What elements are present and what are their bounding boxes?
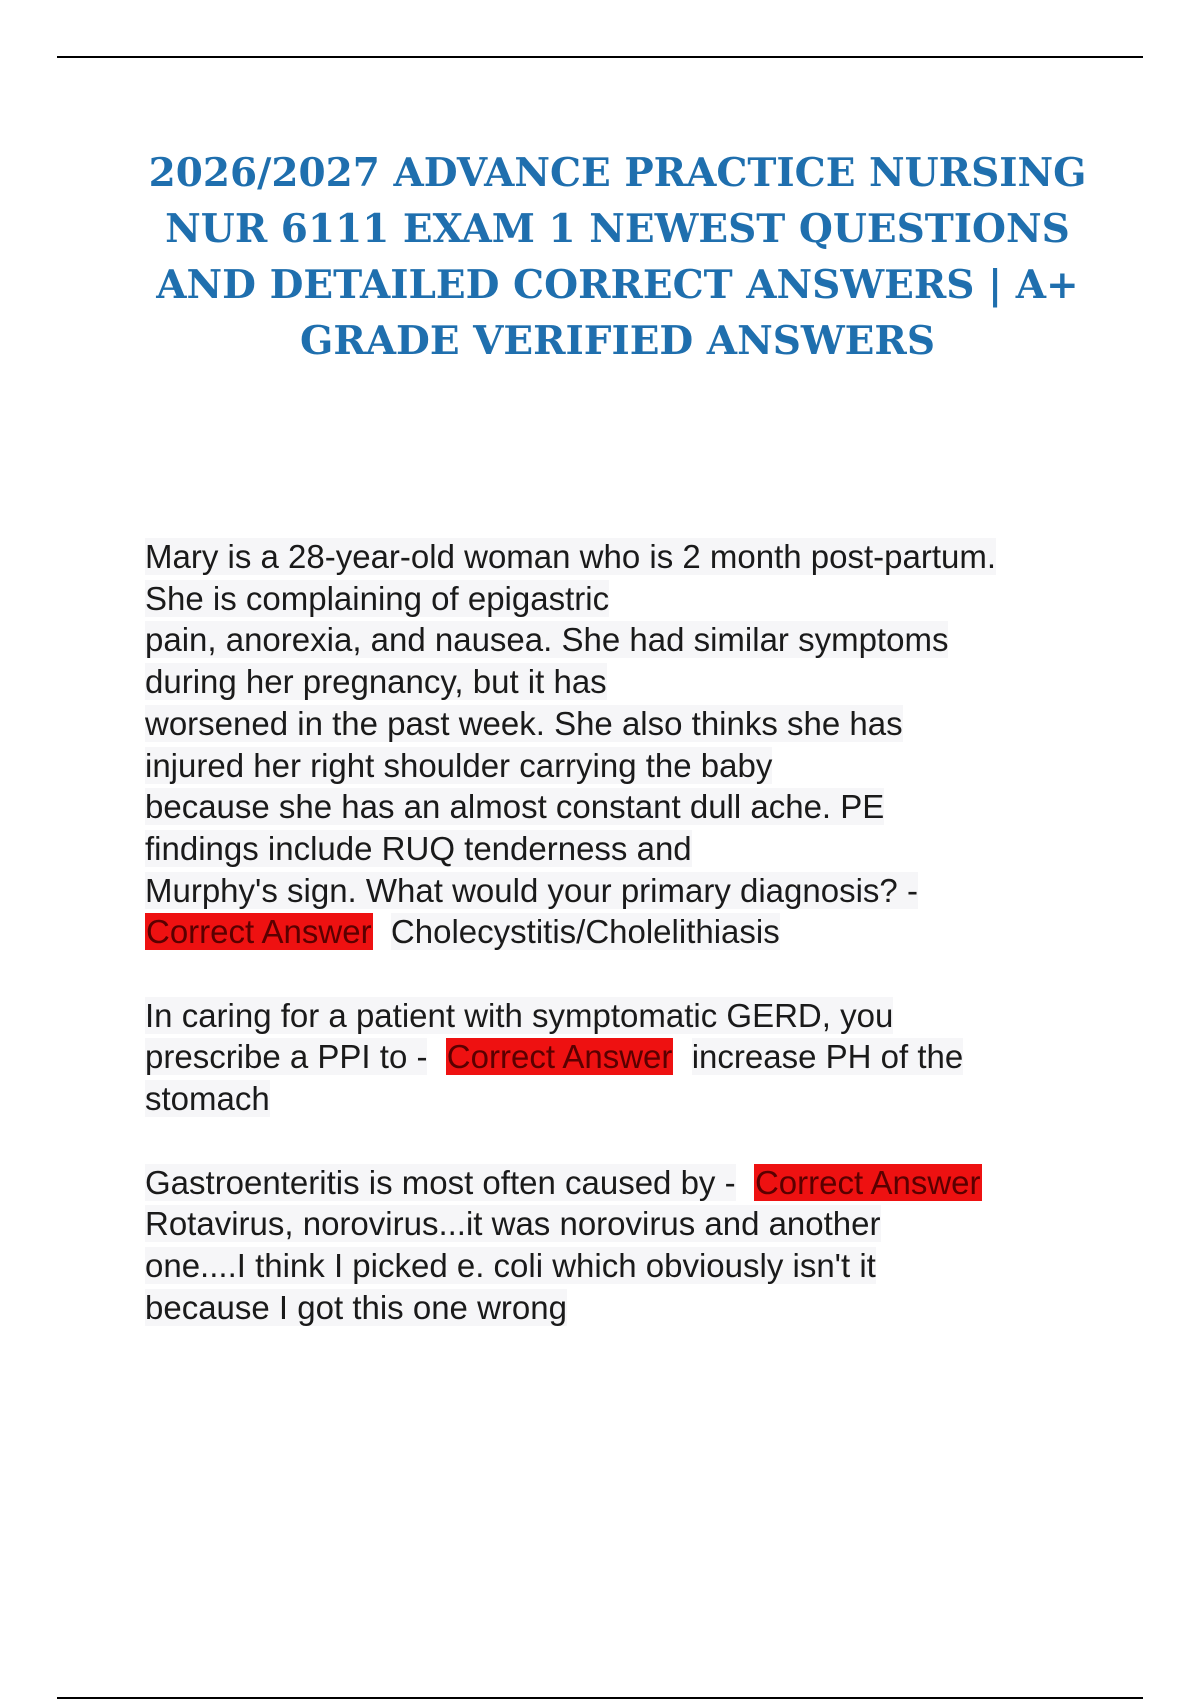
question-line: Gastroenteritis is most often caused by - Correct Answer: [145, 1163, 981, 1201]
answer-text: stomach: [145, 1080, 270, 1118]
answer-line: [145, 1245, 1085, 1287]
question-line: She is complaining of epigastric: [145, 579, 610, 617]
top-rule: [57, 56, 1143, 58]
question-line: Murphy's sign. What would your primary diagnosis? -: [145, 871, 918, 909]
qa-item-3: [145, 1162, 1085, 1329]
answer-text: Rotavirus, norovirus...it was norovirus and another: [145, 1205, 881, 1243]
answer-line: [145, 1203, 1085, 1245]
answer-text: Cholecystitis/Cholelithiasis: [390, 913, 780, 951]
correct-answer-tag: Correct Answer: [446, 1038, 673, 1076]
document-body: [145, 536, 1085, 1370]
question-line: pain, anorexia, and nausea. She had similar symptoms: [145, 621, 949, 659]
answer-text: because I got this one wrong: [145, 1288, 567, 1326]
correct-answer-tag: Correct Answer: [754, 1163, 981, 1201]
document-title: 2026/2027 ADVANCE PRACTICE NURSING NUR 6111 EXAM 1 NEWEST QUESTIONS AND DETAILED CORRECT ANSWERS | A+ GRADE VERIFIED ANSWERS: [148, 150, 1087, 364]
answer-line: [145, 1078, 1085, 1120]
answer-text: increase PH of the: [691, 1038, 964, 1076]
qa-item-1: [145, 536, 1085, 953]
answer-text: one....I think I picked e. coli which obviously isn't it: [145, 1246, 876, 1284]
question-line: findings include RUQ tenderness and: [145, 829, 692, 867]
question-line: because she has an almost constant dull ache. PE: [145, 788, 885, 826]
question-line: In caring for a patient with symptomatic GERD, you: [145, 996, 894, 1034]
answer-line: [145, 1287, 1085, 1329]
question-line: during her pregnancy, but it has: [145, 663, 607, 701]
question-line: injured her right shoulder carrying the baby: [145, 746, 773, 784]
qa-item-2: [145, 995, 1085, 1120]
question-line: worsened in the past week. She also thinks she has: [145, 704, 903, 742]
question-line: prescribe a PPI to - Correct Answer increase PH of the: [145, 1038, 964, 1076]
bottom-rule: [57, 1697, 1143, 1699]
question-line: Mary is a 28-year-old woman who is 2 month post-partum.: [145, 538, 997, 575]
correct-answer-tag: Correct Answer: [146, 913, 372, 951]
answer-line: [145, 911, 1085, 953]
